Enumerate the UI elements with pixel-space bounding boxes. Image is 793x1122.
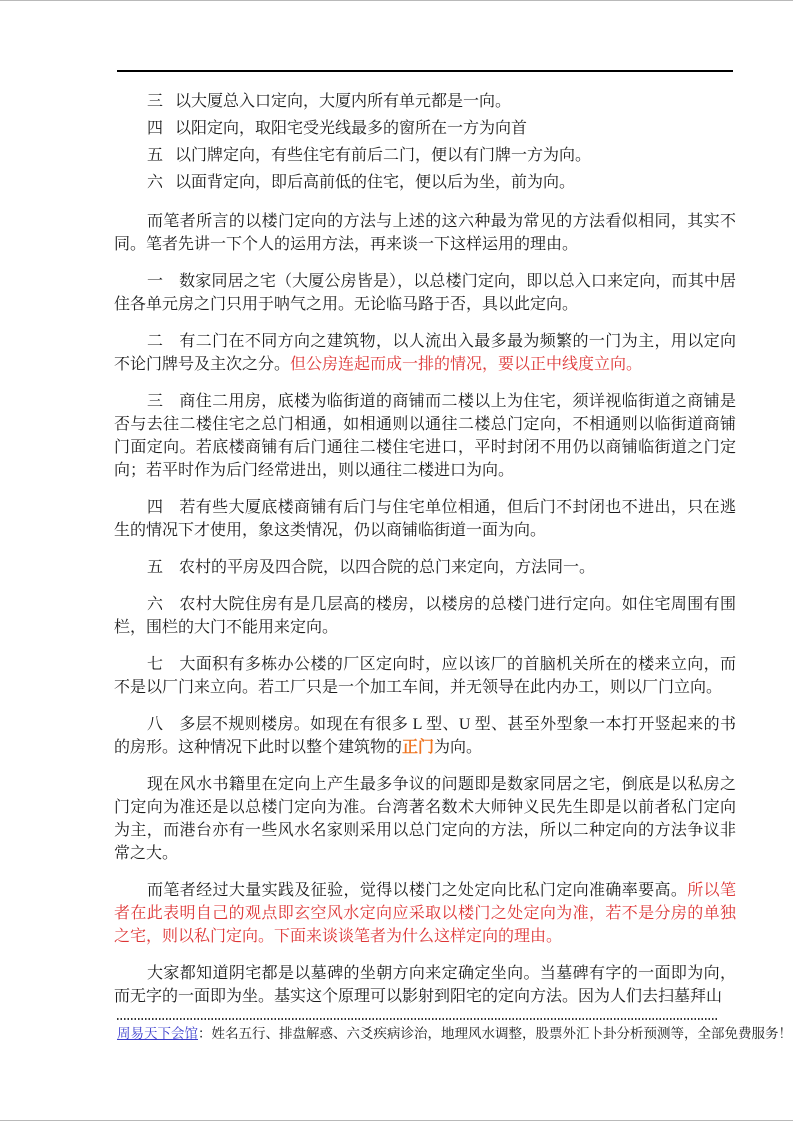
paragraph [114,496,736,542]
text-segment: 为向。 [434,739,483,756]
paragraph [114,330,736,376]
paragraph [114,879,736,948]
text-segment: 有二门在不同方向之建筑物，以人流出入最多最为频繁的一门为主，用以定向不论门牌号及主次之分。 [114,333,736,373]
list-item-text: 以门牌定向，有些住宅有前后二门，便以有门牌一方为向。 [175,147,592,164]
footer-site-link[interactable]: 周易天下会馆 [117,1026,198,1041]
text-segment: 农村大院住房有是几层高的楼房，以楼房的总楼门进行定向。如住宅周围有围栏，围栏的大门不能用来定向。 [114,596,736,636]
page-bottom-edge [0,1120,793,1121]
list-item [114,169,736,196]
paragraph-number: 四 [147,499,164,516]
document-body [114,88,736,1008]
page-top-edge [0,0,793,1]
list-item [114,88,736,115]
footer-colon: ： [198,1026,212,1041]
list-item-text: 以阳定向，取阳宅受光线最多的窗所在一方为向首 [175,120,528,137]
list-item-number: 六 [147,174,164,191]
header-rule [117,70,733,72]
paragraph [114,773,736,865]
intro-list [114,88,736,196]
text-segment: 大家都知道阴宅都是以墓碑的坐朝方向来定确定坐向。当墓碑有字的一面即为向，而无字的一面即为坐。基实这个原理可以影射到阳宅的定向方法。因为人们去扫墓拜山 [114,965,736,1005]
list-item-text: 以大厦总入口定向，大厦内所有单元都是一向。 [175,93,512,110]
footer-dotted-rule [117,1018,717,1020]
text-segment: 数家同居之宅（大厦公房皆是），以总楼门定向，即以总入口来定向，而其中居住各单元房之门只用于呐气之用。无论临马路于否，具以此定向。 [114,273,736,313]
paragraph [114,593,736,639]
text-segment: 现在风水书籍里在定向上产生最多争议的问题即是数家同居之宅，倒底是以私房之门定向为准还是以总楼门定向为准。台湾著名数术大师钟义民先生即是以前者私门定向为主，而港台亦有一些风水名家则采用以总门定向的方法，所以二种定向的方法争议非常之大。 [114,776,736,862]
list-item-number: 三 [147,93,164,110]
paragraph-number: 三 [147,393,164,410]
footer-text-line [117,1025,792,1043]
body-paragraphs [114,210,736,1008]
paragraph [114,962,736,1008]
paragraph-number: 七 [147,656,164,673]
text-segment: 而笔者所言的以楼门定向的方法与上述的这六种最为常见的方法看似相同，其实不同。笔者先讲一下个人的运用方法，再来谈一下这样运用的理由。 [114,213,736,253]
text-segment: 若有些大厦底楼商铺有后门与住宅单位相通，但后门不封闭也不进出，只在逃生的情况下才使用，象这类情况，仍以商铺临街道一面为向。 [114,499,736,539]
paragraph [114,270,736,316]
text-segment-red: 但公房连起而成一排的情况，要以正中线度立向。 [290,356,643,373]
text-segment-orange: 正门 [402,739,435,756]
text-segment: 多层不规则楼房。如现在有很多 L 型、U 型、甚至外型象一本打开竖起来的书的房形。这种情况下此时以整个建筑物的 [114,716,736,756]
text-segment-red: 所以笔者在此表明自己的观点即玄空风水定向应采取以楼门之处定向为准，若不是分房的单独之宅，则以私门定向。下面来谈谈笔者为什么这样定向的理由。 [114,882,736,945]
paragraph-number: 六 [147,596,164,613]
paragraph [114,210,736,256]
list-item [114,142,736,169]
paragraph-number: 二 [147,333,164,350]
paragraph-number: 五 [147,559,164,576]
list-item-number: 五 [147,147,164,164]
text-segment: 大面积有多栋办公楼的厂区定向时，应以该厂的首脑机关所在的楼来立向，而不是以厂门来立向。若工厂只是一个加工车间，并无领导在此内办工，则以厂门立向。 [114,656,736,696]
paragraph [114,556,736,579]
paragraph-number: 一 [147,273,164,290]
paragraph [114,653,736,699]
list-item-text: 以面背定向，即后高前低的住宅，便以后为坐，前为向。 [175,174,576,191]
text-segment: 而笔者经过大量实践及征验，觉得以楼门之处定向比私门定向准确率要高。 [147,882,688,899]
paragraph [114,390,736,482]
page-footer [117,1018,792,1043]
list-item [114,115,736,142]
paragraph [114,713,736,759]
list-item-number: 四 [147,120,164,137]
text-segment: 农村的平房及四合院，以四合院的总门来定向，方法同一。 [179,559,596,576]
paragraph-number: 八 [147,716,164,733]
footer-services-text: 姓名五行、排盘解惑、六爻疾病诊治，地理风水调整，股票外汇卜卦分析预测等，全部免费服务！ [211,1026,792,1041]
text-segment: 商住二用房，底楼为临街道的商铺而二楼以上为住宅，须详视临街道之商铺是否与去往二楼住宅之总门相通，如相通则以通往二楼总门定向，不相通则以临街道商铺门面定向。若底楼商铺有后门通往二楼住宅进口，平时封闭不用仍以商铺临街道之门定向；若平时作为后门经常进出，则以通往二楼进口为向。 [114,393,736,479]
